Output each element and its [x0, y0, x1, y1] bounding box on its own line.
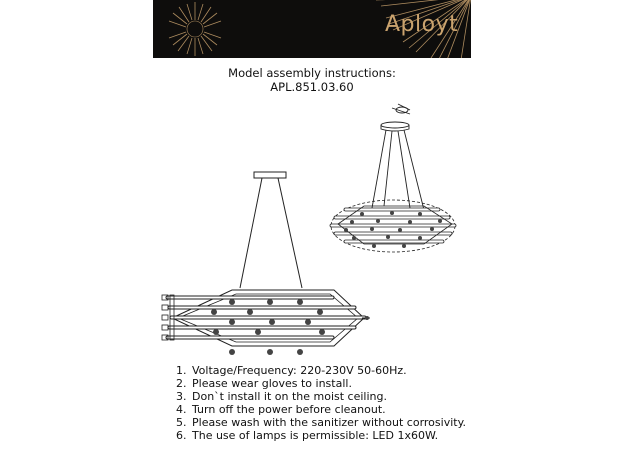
lamp-perspective-view-icon	[330, 104, 456, 252]
instruction-text: Please wear gloves to install.	[192, 377, 352, 391]
lamp-front-view-icon	[162, 172, 370, 355]
instruction-item	[176, 403, 466, 416]
instruction-text: Don`t install it on the moist ceiling.	[192, 390, 387, 404]
instruction-number: 2.	[176, 377, 187, 391]
instruction-text: Voltage/Frequency: 220-230V 50-60Hz.	[192, 364, 407, 377]
brand-name: Aployt	[385, 12, 459, 37]
model-number: APL.851.03.60	[270, 80, 354, 94]
instruction-text: Turn off the power before cleanout.	[192, 403, 386, 417]
instruction-text: The use of lamps is permissible: LED 1x60W.	[192, 429, 439, 443]
instruction-item	[176, 364, 466, 377]
instruction-text: Please wash with the sanitizer without corrosivity.	[192, 416, 467, 430]
instruction-item	[176, 377, 466, 390]
instruction-number: 3.	[176, 390, 187, 404]
instruction-item	[176, 390, 466, 403]
instruction-item	[176, 429, 466, 442]
instruction-number: 4.	[176, 403, 187, 417]
instruction-list	[176, 364, 466, 443]
instruction-number: 1.	[176, 364, 187, 377]
instruction-number: 6.	[176, 429, 187, 443]
instruction-item	[176, 416, 466, 429]
instruction-number: 5.	[176, 416, 187, 430]
document-title: Model assembly instructions:	[228, 66, 396, 80]
